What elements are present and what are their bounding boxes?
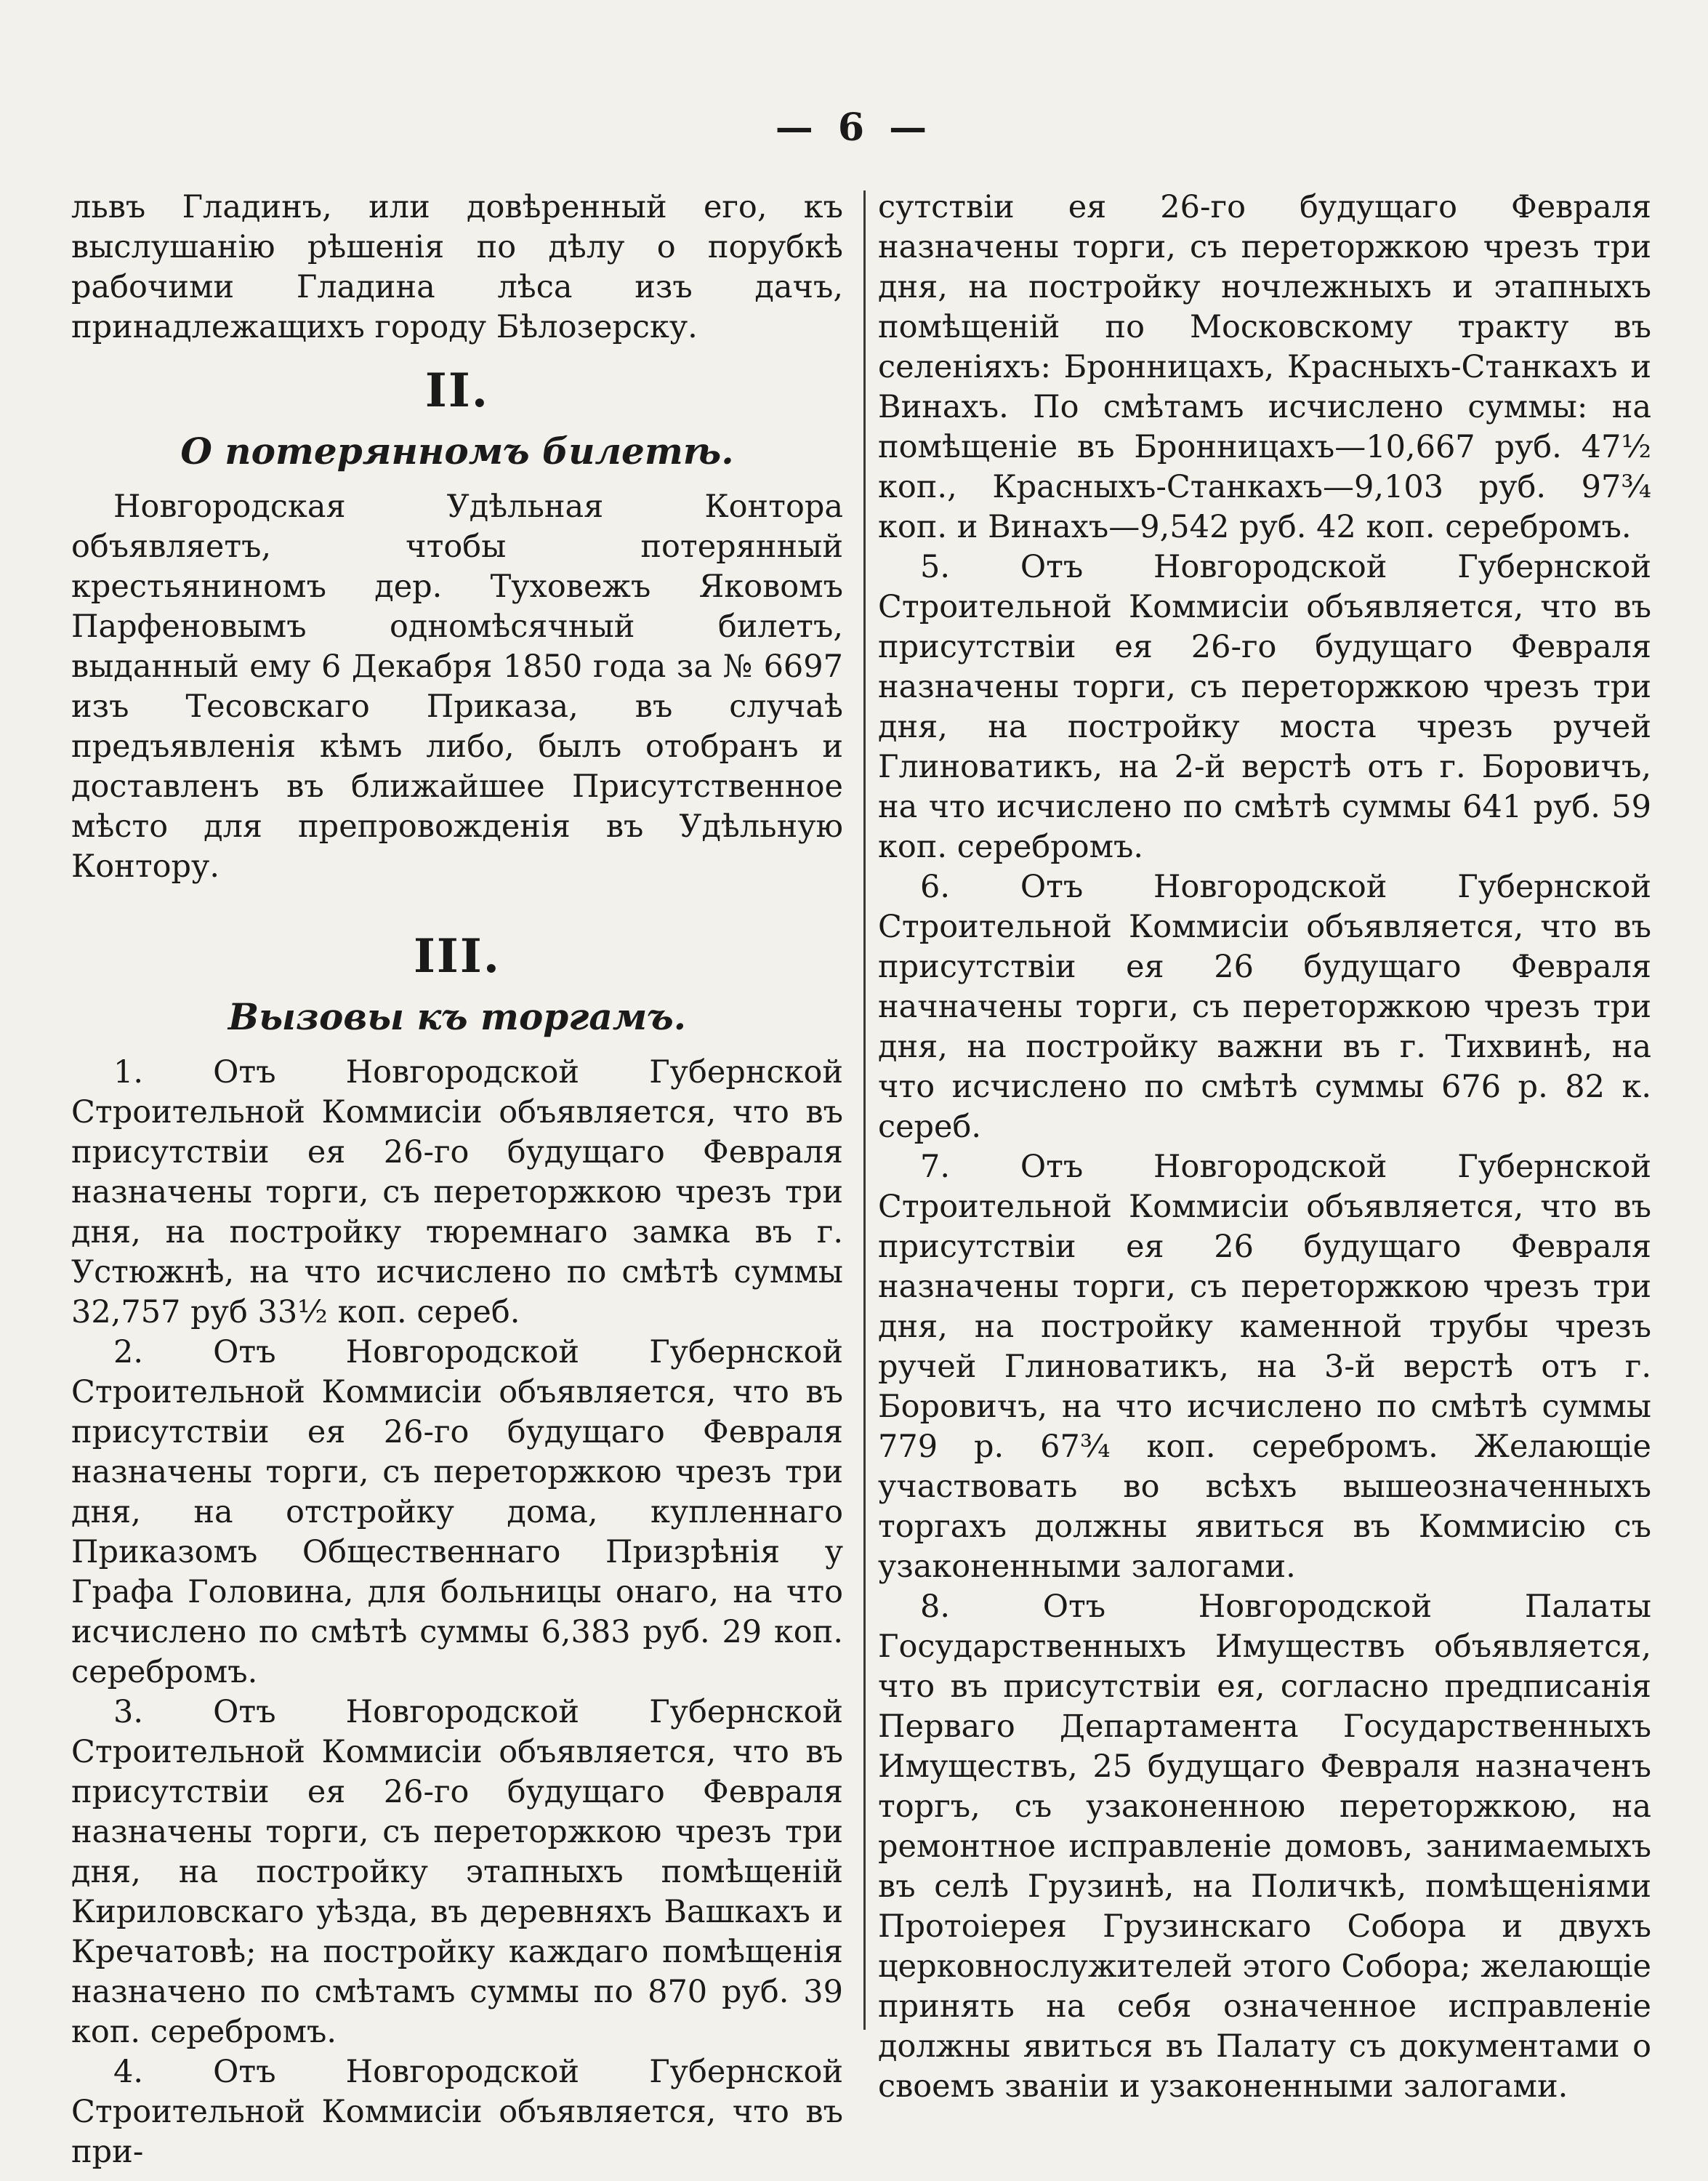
auction-item-4-start: 4. Отъ Новгородской Губернской Строительной Коммисіи объявляется, что въ при-: [71, 2054, 843, 2170]
auction-item-6: 6. Отъ Новгородской Губернской Строительной Коммисіи объявляется, что въ присутствіи ея 26 будущаго Февраля начначены торги, съ переторжкою чрезъ три дня, на постройку важни въ г. Тихвинѣ, на что исчислено по смѣтѣ суммы 676 р. 82 к. сереб.: [878, 869, 1651, 1145]
auction-item-1: 1. Отъ Новгородской Губернской Строительной Коммисіи объявляется, что въ присутствіи ея 26-го будущаго Февраля назначены торги, съ переторжкою чрезъ три дня, на постройку тюремнаго замка въ г. Устюжнѣ, на что исчислено по смѣтѣ суммы 32,757 руб 33½ коп. сереб.: [71, 1054, 843, 1330]
auction-item-3: 3. Отъ Новгородской Губернской Строительной Коммисіи объявляется, что въ присутствіи ея 26-го будущаго Февраля назначены торги, съ переторжкою чрезъ три дня, на постройку этапныхъ помѣщеній Кириловскаго уѣзда, въ деревняхъ Вашкахъ и Кречатовѣ; на постройку каждаго помѣщенія назначено по смѣтамъ суммы по 870 руб. 39 коп. серебромъ.: [71, 1694, 843, 2050]
column-divider: [863, 190, 866, 2030]
left-column: [71, 188, 843, 2172]
auction-item-2: 2. Отъ Новгородской Губернской Строительной Коммисіи объявляется, что въ присутствіи ея 26-го будущаго Февраля назначены торги, съ переторжкою чрезъ три дня, на отстройку дома, купленнаго Приказомъ Общественнаго Призрѣнія у Графа Головина, для больницы онаго, на что исчислено по смѣтѣ суммы 6,383 руб. 29 коп. серебромъ.: [71, 1334, 843, 1690]
section-number-3: III.: [413, 929, 501, 984]
auction-item-7: 7. Отъ Новгородской Губернской Строительной Коммисіи объявляется, что въ присутствіи ея 26 будущаго Февраля назначены торги, съ переторжкою чрезъ три дня, на постройку каменной трубы чрезъ ручей Глиноватикъ, на 3-й верстѣ отъ г. Боровичъ, на что исчислено по смѣтѣ суммы 779 р. 67¾ коп. серебромъ. Желающіе участвовать во всѣхъ вышеозначенныхъ торгахъ должны явиться въ Коммисію съ узаконенными залогами.: [878, 1149, 1651, 1585]
lost-ticket-notice: Новгородская Удѣльная Контора объявляетъ, чтобы потерянный крестьяниномъ дер. Туховежъ Яковомъ Парфеновымъ одномѣсячный билетъ, выданный ему 6 Декабря 1850 года за № 6697 изъ Тесовскаго Приказа, въ случаѣ предъявленія кѣмъ либо, былъ отобранъ и доставленъ въ ближайшее Присутственное мѣсто для препровожденія въ Удѣльную Контору.: [71, 489, 843, 885]
right-column: [878, 188, 1651, 2107]
auction-item-4-continued: сутствіи ея 26-го будущаго Февраля назначены торги, съ переторжкою чрезъ три дня, на постройку ночлежныхъ и этапныхъ помѣщеній по Московскому тракту въ селеніяхъ: Бронницахъ, Красныхъ-Станкахъ и Винахъ. По смѣтамъ исчислено суммы: на помѣщеніе въ Бронницахъ—10,667 руб. 47½ коп., Красныхъ-Станкахъ—9,103 руб. 97¾ коп. и Винахъ—9,542 руб. 42 коп. серебромъ.: [878, 189, 1651, 545]
page-number: — 6 —: [775, 105, 933, 150]
auction-item-8: 8. Отъ Новгородской Палаты Государственныхъ Имуществъ объявляется, что въ присутствіи ея, согласно предписанія Перваго Департамента Государственныхъ Имуществъ, 25 будущаго Февраля назначенъ торгъ, съ узаконенною переторжкою, на ремонтное исправленіе домовъ, занимаемыхъ въ селѣ Грузинѣ, на Поличкѣ, помѣщеніями Протоіерея Грузинскаго Собора и двухъ церковнослужителей этого Собора; желающіе принять на себя означенное исправленіе должны явиться въ Палату съ документами о своемъ званіи и узаконенными залогами.: [878, 1588, 1651, 2105]
auction-item-5: 5. Отъ Новгородской Губернской Строительной Коммисіи объявляется, что въ присутствіи ея 26-го будущаго Февраля назначены торги, съ переторжкою чрезъ три дня, на постройку моста чрезъ ручей Глиноватикъ, на 2-й верстѣ отъ г. Боровичъ, на что исчислено по смѣтѣ суммы 641 руб. 59 коп. серебромъ.: [878, 549, 1651, 865]
section-title-auction-calls: Вызовы къ торгамъ.: [227, 995, 687, 1038]
section-title-lost-ticket: О потерянномъ билетѣ.: [180, 430, 734, 473]
continuation-paragraph: львъ Гладинъ, или довѣренный его, къ выслушанію рѣшенія по дѣлу о порубкѣ рабочими Гладина лѣса изъ дачъ, принадлежащихъ городу Бѣлозерску.: [71, 189, 843, 345]
section-number-2: II.: [424, 364, 490, 418]
